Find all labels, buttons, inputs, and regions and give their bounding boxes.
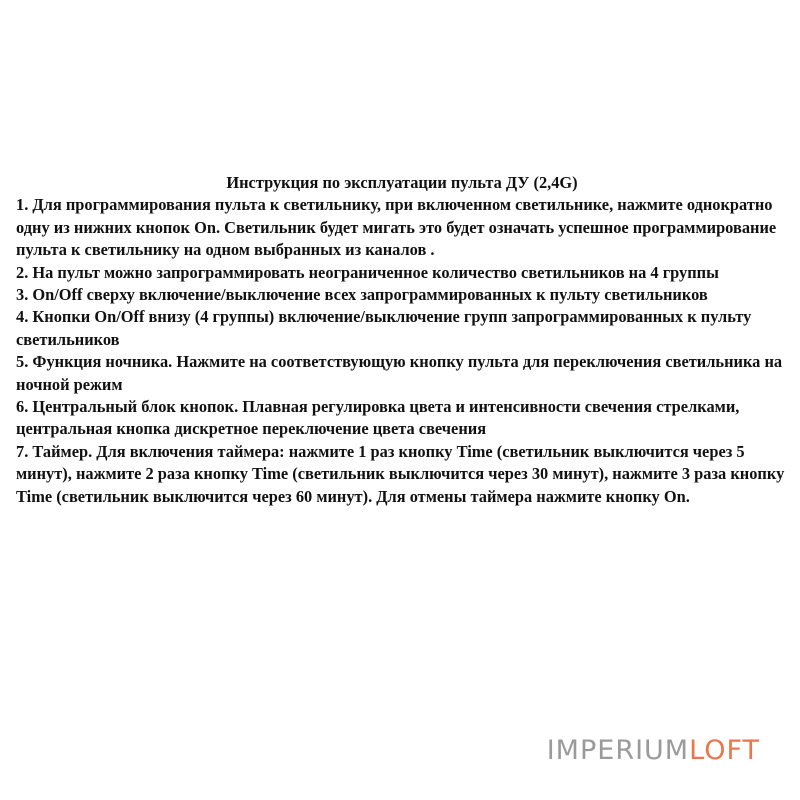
watermark-part-loft: LOFT <box>689 735 760 766</box>
watermark-part-imperium: IMPERIUM <box>546 735 690 766</box>
instruction-item-1: 1. Для программирования пульта к светильнику, при включенном светильнике, нажмите однократно одну из нижних кнопок On. Светильник будет мигать это будет означать успешное программирование пульта к светильнику на одном выбранных из каналов . <box>16 195 777 260</box>
instruction-item-5: 5. Функция ночника. Нажмите на соответствующую кнопку пульта для переключения светильника на ночной режим <box>16 352 783 394</box>
instruction-item-3: 3. On/Off сверху включение/выключение всех запрограммированных к пульту светильников <box>16 285 708 305</box>
instruction-item-7: 7. Таймер. Для включения таймера: нажмите 1 раз кнопку Time (светильник выключится через 5 минут), нажмите 2 раза кнопку Time (светильник выключится через 30 минут), нажмите 3 раза кнопку Time (светильник выключится через 60 минут). Для отмены таймера нажмите кнопку On. <box>16 441 785 506</box>
instruction-document <box>16 172 788 508</box>
instruction-item-4: 4. Кнопки On/Off внизу (4 группы) включение/выключение групп запрограммированных к пульту светильников <box>16 307 752 349</box>
instruction-item-6: 6. Центральный блок кнопок. Плавная регулировка цвета и интенсивности свечения стрелками, центральная кнопка дискретное переключение цвета свечения <box>16 397 740 439</box>
instruction-item-2: 2. На пульт можно запрограммировать неограниченное количество светильников на 4 группы <box>16 262 719 282</box>
document-title: Инструкция по эксплуатации пульта ДУ (2,4G) <box>226 173 578 192</box>
brand-watermark <box>547 735 760 766</box>
